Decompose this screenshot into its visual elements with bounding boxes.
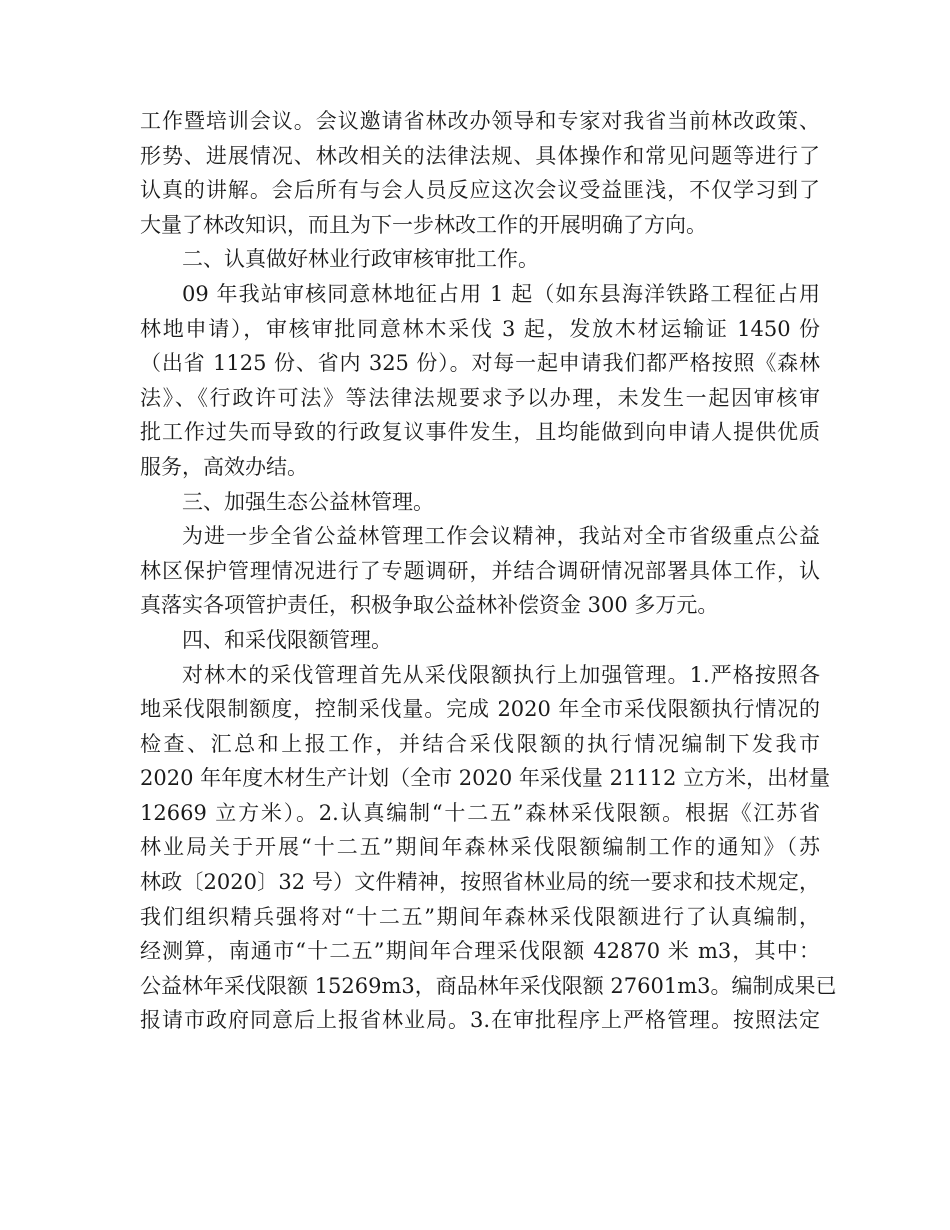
text-line: 我们组织精兵强将对“十二五”期间年森林采伐限额进行了认真编制， [140,904,820,929]
text-line: 认真的讲解。会后所有与会人员反应这次会议受益匪浅，不仅学习到了 [140,178,820,203]
text-line: 09 年我站审核同意林地征占用 1 起（如东县海洋铁路工程征占用 [182,281,820,306]
section-heading-4 [140,623,820,658]
text-line: 真落实各项管护责任，积极争取公益林补偿资金 300 多万元。 [140,593,719,618]
text-line: 林业局关于开展“十二五”期间年森林采伐限额编制工作的通知》（苏 [140,835,820,860]
text-line: 地采伐限制额度，控制采伐量。完成 2020 年全市采伐限额执行情况的 [140,697,820,722]
section-heading-3 [140,485,820,520]
text-line: 对林木的采伐管理首先从采伐限额执行上加强管理。1.严格按照各 [182,662,820,687]
text-line: 林区保护管理情况进行了专题调研，并结合调研情况部署具体工作，认 [140,558,820,583]
heading-line: 三、加强生态公益林管理。 [182,489,434,514]
text-line: 服务，高效办结。 [140,454,308,479]
text-line: 为进一步全省公益林管理工作会议精神，我站对全市省级重点公益 [182,524,820,549]
text-line: 形势、进展情况、林改相关的法律法规、具体操作和常见问题等进行了 [140,143,820,168]
text-line: 公益林年采伐限额 15269m3，商品林年采伐限额 27601m3。编制成果已 [140,973,837,998]
text-line: 法》、《行政许可法》等法律法规要求予以办理，未发生一起因审核审 [140,385,820,410]
document-body [140,104,837,1038]
text-line: 检查、汇总和上报工作，并结合采伐限额的执行情况编制下发我市 [140,731,820,756]
section-heading-2 [140,242,820,277]
text-line: 报请市政府同意后上报省林业局。3.在审批程序上严格管理。按照法定 [140,1008,820,1033]
text-line: 工作暨培训会议。会议邀请省林改办领导和专家对我省当前林改政策、 [140,109,820,133]
text-line: 林地申请），审核审批同意林木采伐 3 起，发放木材运输证 1450 份 [140,316,820,341]
text-line: （出省 1125 份、省内 325 份）。对每一起申请我们都严格按照《森林 [140,351,820,376]
text-line: 批工作过失而导致的行政复议事件发生，且均能做到向申请人提供优质 [140,420,820,445]
paragraph-forest-reform-meeting [140,104,820,242]
paragraph-public-forest [140,519,820,623]
text-line: 12669 立方米）。2.认真编制“十二五”森林采伐限额。根据《江苏省 [140,800,820,825]
paragraph-logging-quota [140,658,837,1039]
text-line: 大量了林改知识，而且为下一步林改工作的开展明确了方向。 [140,212,707,237]
text-line: 林政〔2020〕32 号）文件精神，按照省林业局的统一要求和技术规定， [140,870,820,895]
heading-line: 四、和采伐限额管理。 [182,627,392,652]
text-line: 经测算，南通市“十二五”期间年合理采伐限额 42870 米 m3，其中： [140,939,820,964]
paragraph-administrative-approval [140,277,820,485]
heading-line: 二、认真做好林业行政审核审批工作。 [182,247,539,272]
text-line: 2020 年年度木材生产计划（全市 2020 年采伐量 21112 立方米，出材量 [140,766,831,791]
